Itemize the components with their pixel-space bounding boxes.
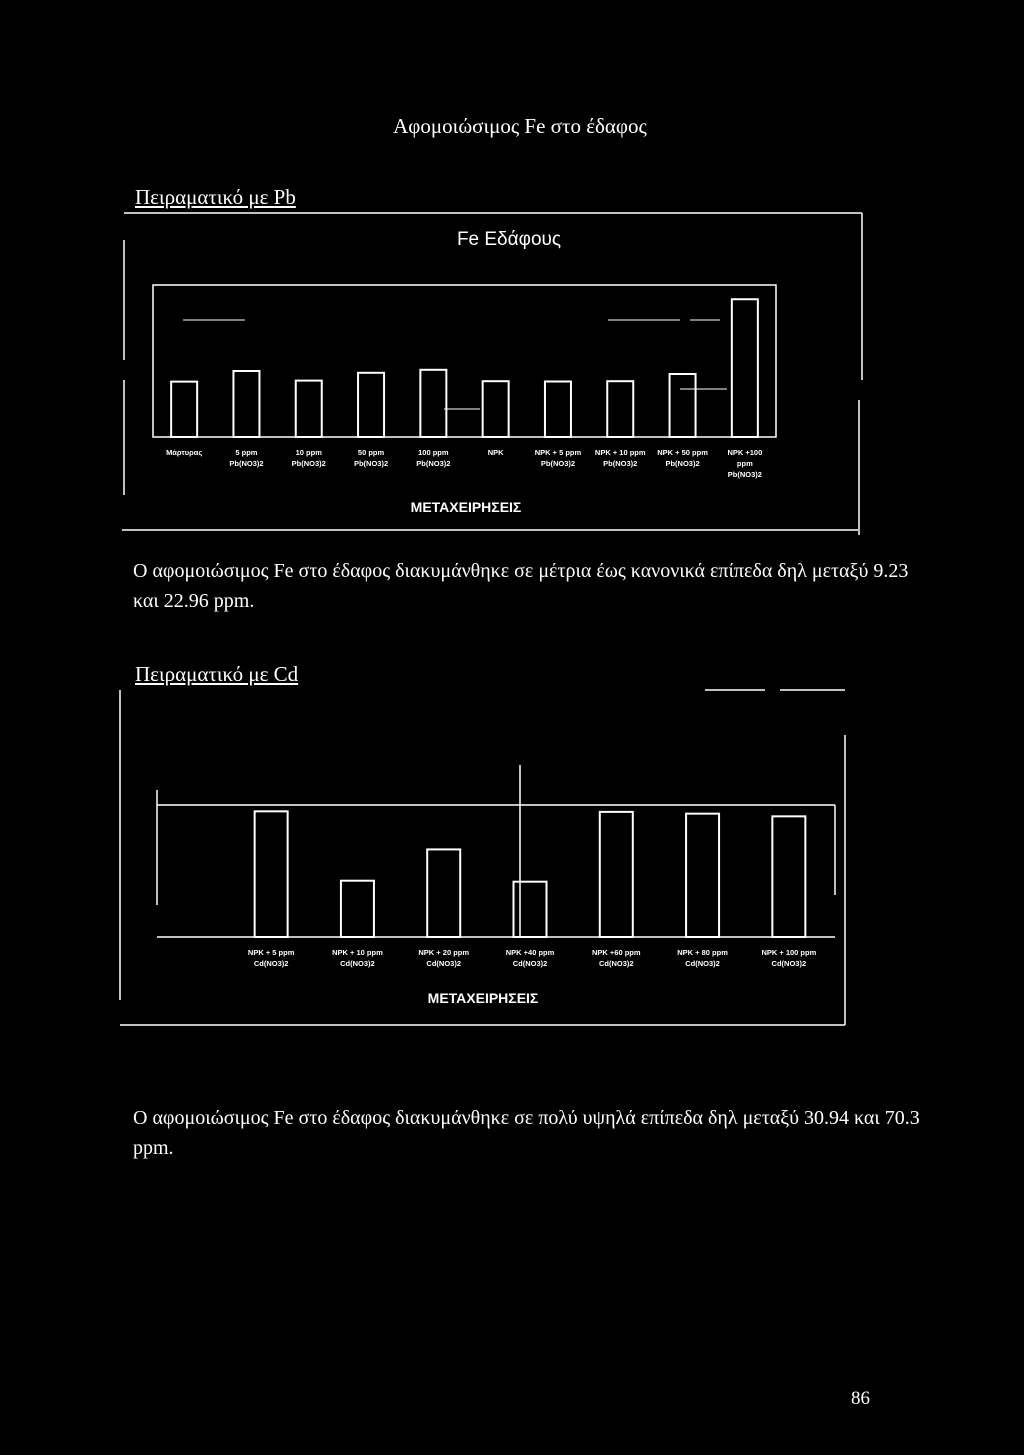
tick-label-4: 50 ppm Pb(NO3)2	[353, 448, 389, 468]
tick-labels	[248, 948, 817, 968]
tick-label-7: NPK + 100 ppm Cd(NO3)2	[761, 948, 817, 968]
bar-5	[600, 812, 633, 937]
bar-7	[772, 816, 805, 937]
chart-title: Fe Εδάφους	[456, 229, 562, 250]
tick-label-1: NPK + 5 ppm Cd(NO3)2	[247, 948, 295, 968]
tick-label-2: NPK + 10 ppm Cd(NO3)2	[332, 948, 383, 968]
bar-2	[341, 881, 374, 937]
bars	[255, 811, 806, 937]
paragraph-cd: Ο αφομοιώσιμος Fe στο έδαφος διακυμάνθηκε σε πολύ υψηλά επίπεδα δηλ μεταξύ 30.94 και 70.3 ppm.	[133, 1107, 920, 1159]
tick-label-5: NPK +60 ppm Cd(NO3)2	[592, 948, 641, 968]
bar-1	[255, 811, 288, 937]
tick-label-4: NPK +40 ppm Cd(NO3)2	[505, 948, 555, 968]
tick-label-9: NPK + 50 ppm Pb(NO3)2	[657, 448, 708, 468]
tick-label-6: NPK + 80 ppm Cd(NO3)2	[677, 948, 728, 968]
section-heading-pb: Πειραματικό με Pb	[135, 185, 296, 209]
paragraph-pb: Ο αφομοιώσιμος Fe στο έδαφος διακυμάνθηκε σε μέτρια έως κανονικά επίπεδα δηλ μεταξύ 9.23 και 22.96 ppm.	[133, 560, 909, 612]
bar-4	[514, 882, 547, 937]
tick-label-3: NPK + 20 ppm Cd(NO3)2	[418, 948, 470, 968]
bar-3	[427, 849, 460, 937]
tick-label-6: NPK	[487, 448, 504, 457]
tick-label-8: NPK + 10 ppm Pb(NO3)2	[594, 448, 646, 468]
page-number: 86	[851, 1388, 870, 1409]
section-heading-cd: Πειραματικό με Cd	[135, 662, 299, 686]
tick-label-2: 5 ppm Pb(NO3)2	[229, 448, 264, 468]
x-axis-label: ΜΕΤΑΧΕΙΡΗΣΕΙΣ	[427, 990, 539, 1006]
page-title: Αφομοιώσιμος Fe στο έδαφος	[393, 114, 647, 138]
chart-frame	[120, 690, 845, 1025]
tick-label-7: NPK + 5 ppm Pb(NO3)2	[534, 448, 582, 468]
bar-6	[686, 814, 719, 937]
x-axis-label: ΜΕΤΑΧΕΙΡΗΣΕΙΣ	[410, 499, 522, 515]
tick-label-10: NPK +100 ppm Pb(NO3)2	[727, 448, 763, 479]
tick-label-5: 100 ppm Pb(NO3)2	[416, 448, 451, 468]
tick-label-3: 10 ppm Pb(NO3)2	[291, 448, 326, 468]
tick-label-1: Μάρτυρας	[166, 448, 203, 457]
